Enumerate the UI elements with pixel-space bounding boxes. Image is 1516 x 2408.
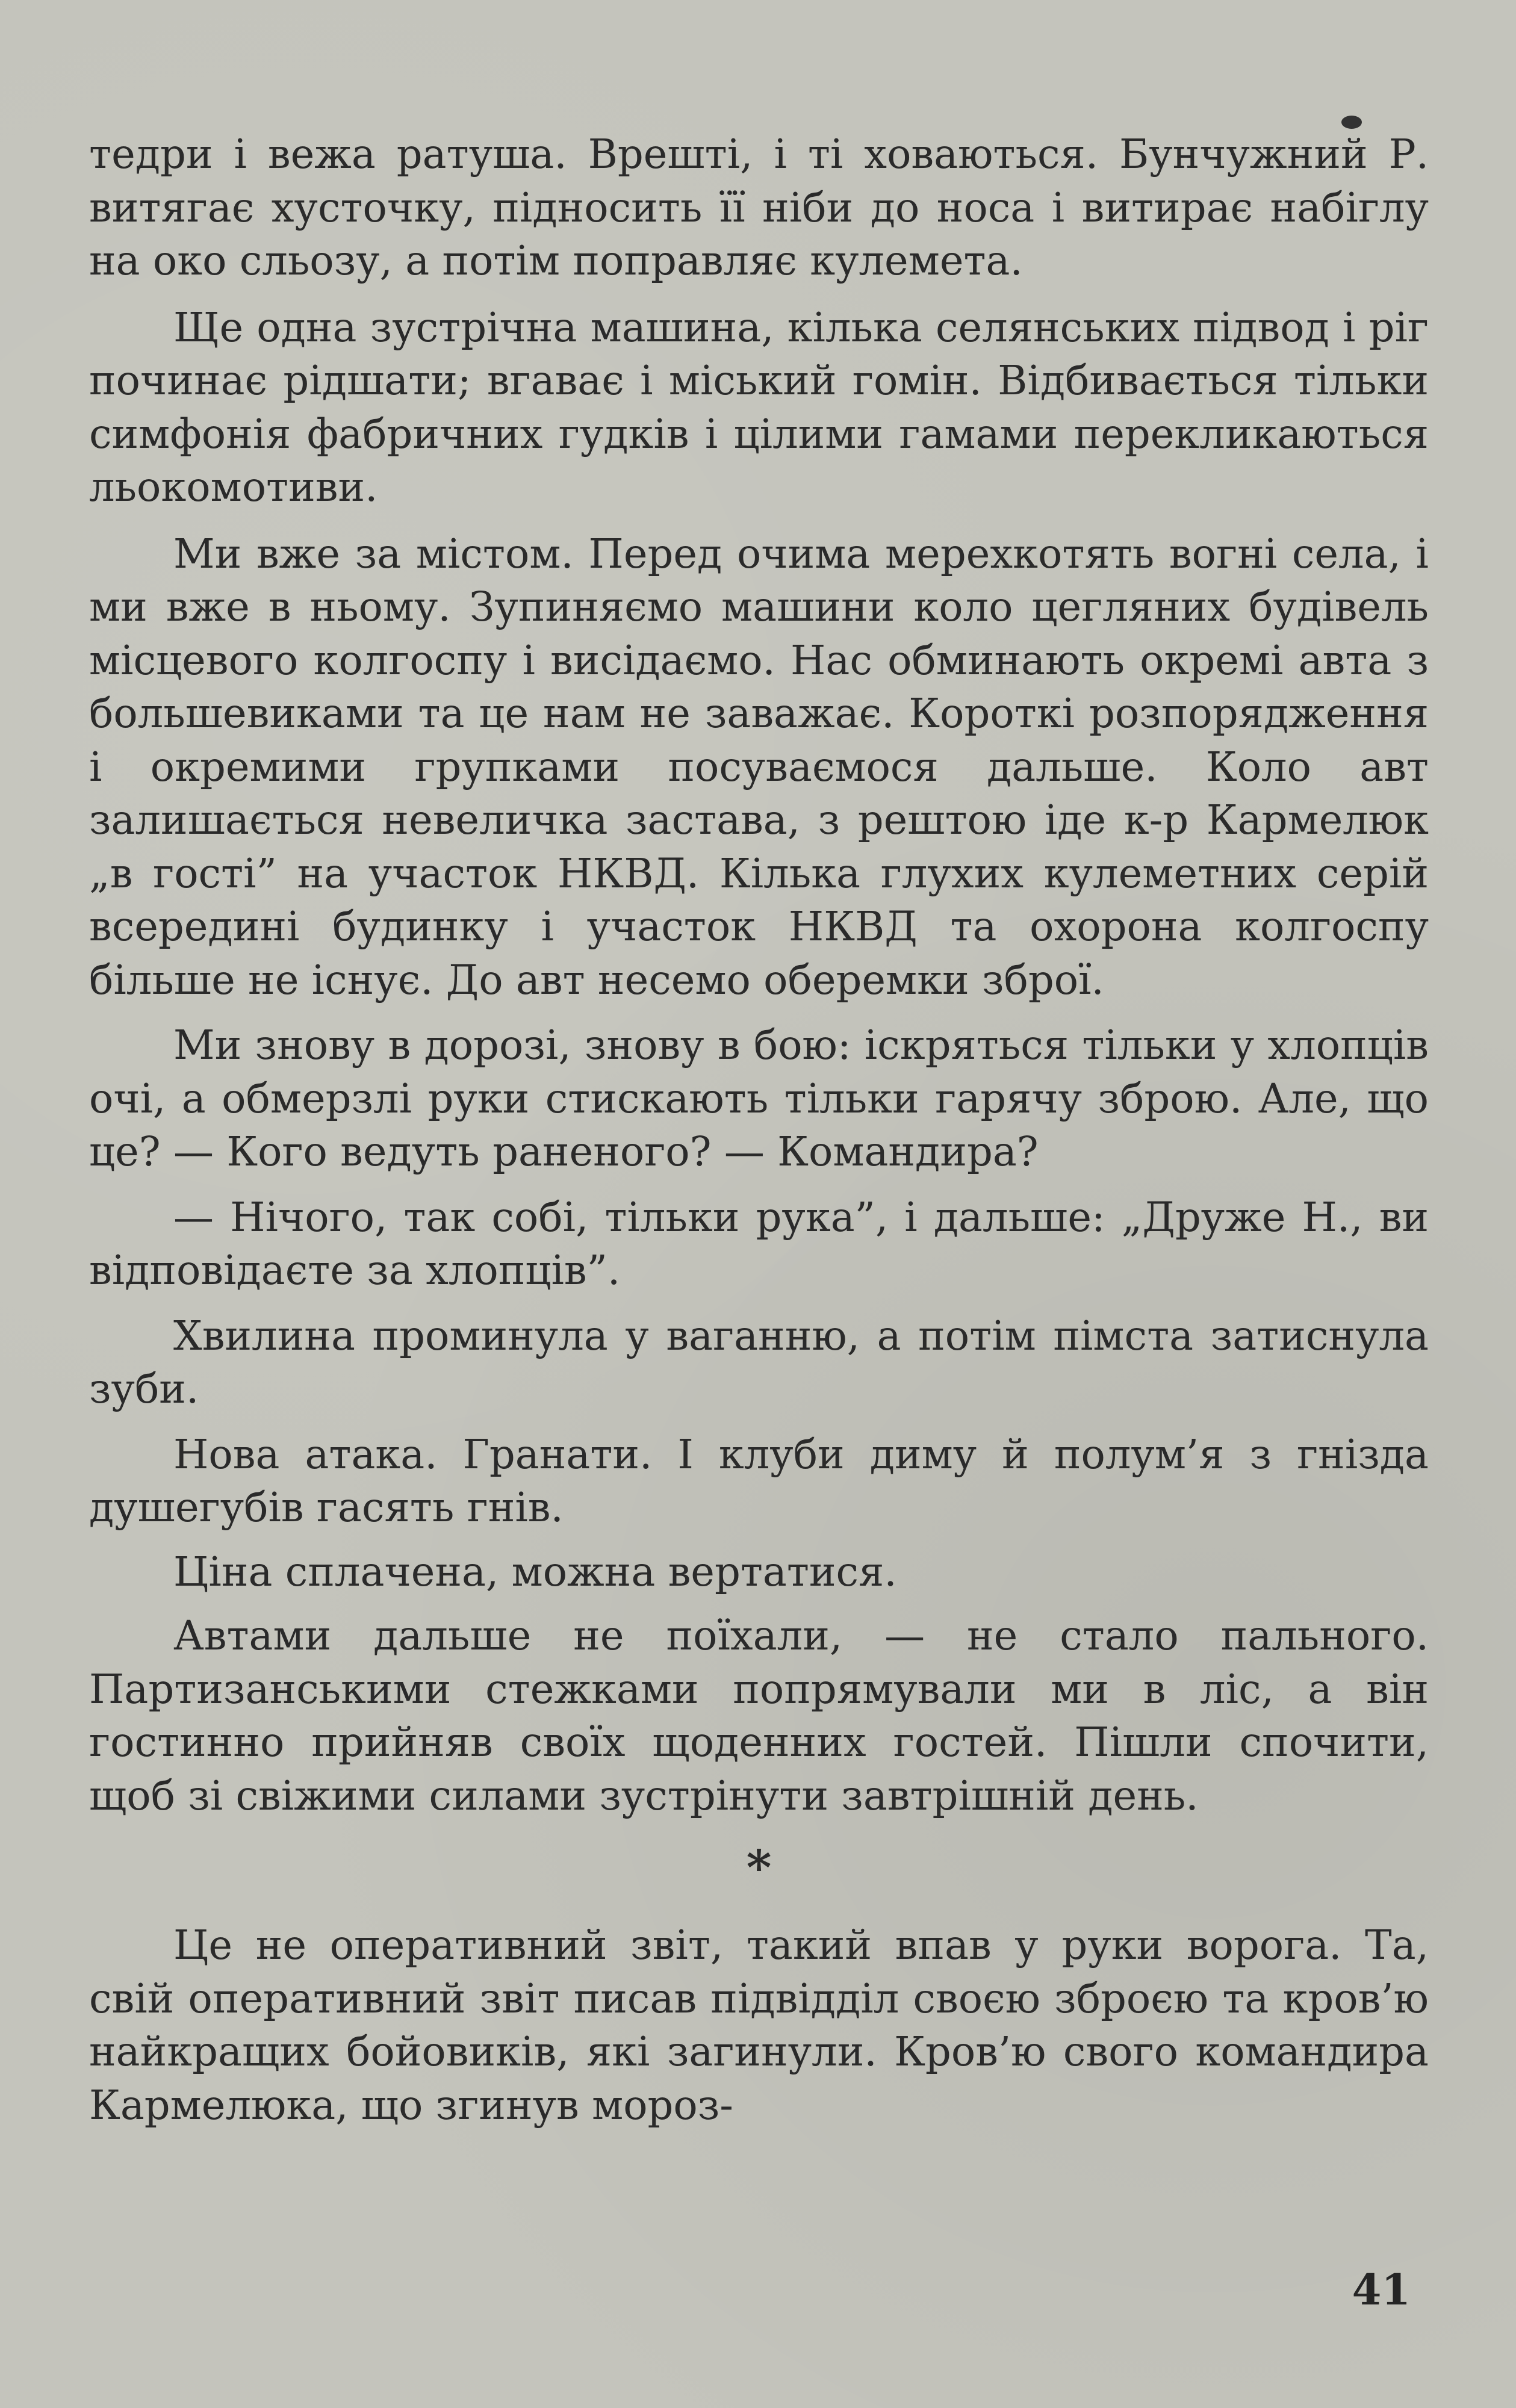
paragraph-10: Це не оперативний звіт, такий впав у руки ворога. Та, свій оперативний звіт писав підвідділ своєю зброєю та кров’ю найкращих бойовиків, які загинули. Кров’ю свого командира Кармелюка, що згинув мороз- (89, 1922, 1429, 2129)
paragraph-7: Нова атака. Гранати. І клуби диму й полум’я з гнізда душегубів гасять гнів. (89, 1430, 1429, 1531)
ink-speck (1341, 116, 1362, 129)
paragraph-5: — Нічого, так собі, тільки рука”, і дальше: „Друже Н., ви відповідаєте за хлопців”. (89, 1193, 1429, 1294)
paragraph-1: тедри і вежа ратуша. Врешті, і ті ховаються. Бунчужний Р. витягає хусточку, підносить її ніби до носа і витирає набіглу на око сльозу, а потім поправляє кулемета. (89, 131, 1429, 284)
paragraph-2: Ще одна зустрічна машина, кілька селянських підвод і ріг починає рідшати; вгаває і міський гомін. Відбивається тільки симфонія фабричних гудків і цілими гамами перекликаються льокомотиви. (89, 303, 1429, 510)
page-text (89, 128, 1429, 2132)
page-number: 41 (1352, 2265, 1411, 2315)
paragraph-8: Ціна сплачена, можна вертатися. (173, 1548, 897, 1595)
paragraph-4: Ми знову в дорозі, знову в бою: іскряться тільки у хлопців очі, а обмерзлі руки стискають тільки гарячу зброю. Але, що це? — Кого ведуть раненого? — Командира? (89, 1022, 1429, 1175)
paragraph-6: Хвилина проминула у ваганню, а потім пімста затиснула зуби. (89, 1312, 1429, 1412)
paragraph-3: Ми вже за містом. Перед очима мерехкотять вогні села, і ми вже в ньому. Зупиняємо машини коло цегляних будівель місцевого колгоспу і висідаємо. Нас обминають окремі авта з большевиками та це нам не заважає. Короткі розпорядження і окремими групками посуваємося дальше. Коло авт залишається невеличка застава, з рештою іде к-р Кармелюк „в гості” на участок НКВД. Кілька глухих кулеметних серій всередині будинку і участок НКВД та охорона колгоспу більше не існує. До авт несемо оберемки зброї. (89, 530, 1429, 1004)
paragraph-9: Автами дальше не поїхали, — не стало пального. Партизанськими стежками попрямували ми в ліс, а він гостинно прийняв своїх щоденних гостей. Пішли спочити, щоб зі свіжими силами зустрінути завтрішній день. (89, 1612, 1429, 1819)
section-separator: * (746, 1839, 772, 1896)
